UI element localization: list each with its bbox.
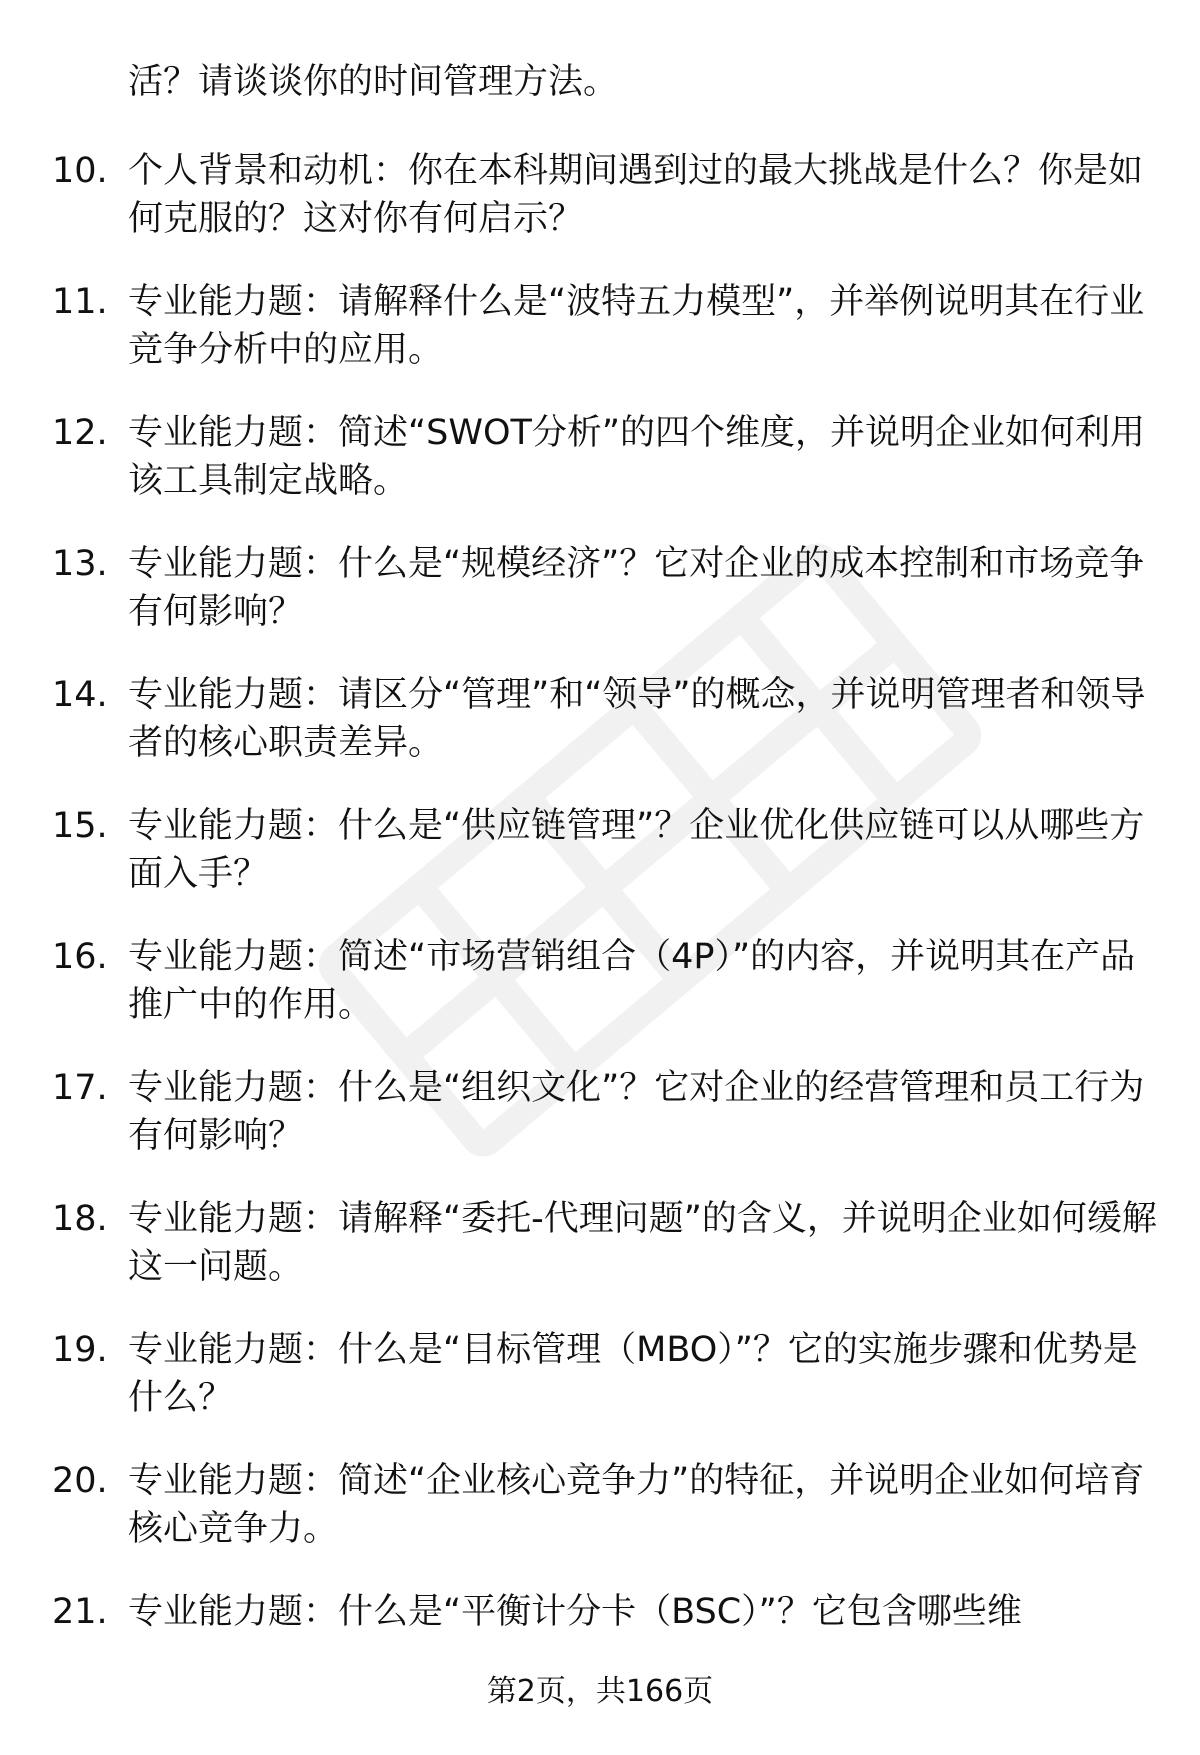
question-text: 专业能力题：请区分“管理”和“领导”的概念，并说明管理者和领导者的核心职责差异。 (128, 675, 1146, 763)
page-footer: 第2页，共166页 (486, 1674, 714, 1709)
question-item (0, 1445, 1200, 1576)
question-text: 专业能力题：请解释“委托-代理问题”的含义，并说明企业如何缓解这一问题。 (128, 1199, 1157, 1287)
question-text: 个人背景和动机：你在本科期间遇到过的最大挑战是什么？你是如何克服的？这对你有何启示？ (128, 151, 1144, 239)
question-item (0, 397, 1200, 528)
question-number: 17. (52, 1068, 108, 1108)
question-text: 专业能力题：什么是“平衡计分卡（BSC）”？它包含哪些维 (128, 1592, 1022, 1632)
question-number: 12. (52, 413, 108, 453)
question-item (0, 135, 1200, 266)
question-item (0, 266, 1200, 397)
question-text: 专业能力题：简述“SWOT分析”的四个维度，并说明企业如何利用该工具制定战略。 (128, 413, 1146, 501)
question-text: 专业能力题：简述“市场营销组合（4P）”的内容，并说明其在产品推广中的作用。 (128, 937, 1136, 1025)
question-item (0, 790, 1200, 921)
question-text: 专业能力题：什么是“目标管理（MBO）”？它的实施步骤和优势是什么？ (128, 1330, 1138, 1418)
question-text: 专业能力题：简述“企业核心竞争力”的特征，并说明企业如何培育核心竞争力。 (128, 1461, 1145, 1549)
question-item (0, 1052, 1200, 1183)
question-text: 专业能力题：请解释什么是“波特五力模型”，并举例说明其在行业竞争分析中的应用。 (128, 282, 1145, 370)
question-item (0, 921, 1200, 1052)
question-number: 20. (52, 1461, 108, 1501)
question-text: 专业能力题：什么是“组织文化”？它对企业的经营管理和员工行为有何影响？ (128, 1068, 1145, 1156)
question-number: 18. (52, 1199, 108, 1239)
question-number: 14. (52, 675, 108, 715)
question-item (0, 659, 1200, 790)
continuation-text: 活？请谈谈你的时间管理方法。 (128, 62, 619, 102)
question-text: 专业能力题：什么是“规模经济”？它对企业的成本控制和市场竞争有何影响？ (128, 544, 1145, 632)
question-number: 15. (52, 806, 108, 846)
question-list (0, 135, 1200, 1707)
question-number: 10. (52, 151, 108, 191)
question-number: 13. (52, 544, 108, 584)
question-item (0, 1183, 1200, 1314)
question-item (0, 1314, 1200, 1445)
question-item (0, 528, 1200, 659)
question-number: 16. (52, 937, 108, 977)
question-number: 21. (52, 1592, 108, 1632)
question-text: 专业能力题：什么是“供应链管理”？企业优化供应链可以从哪些方面入手？ (128, 806, 1145, 894)
question-number: 11. (52, 282, 108, 322)
question-number: 19. (52, 1330, 108, 1370)
